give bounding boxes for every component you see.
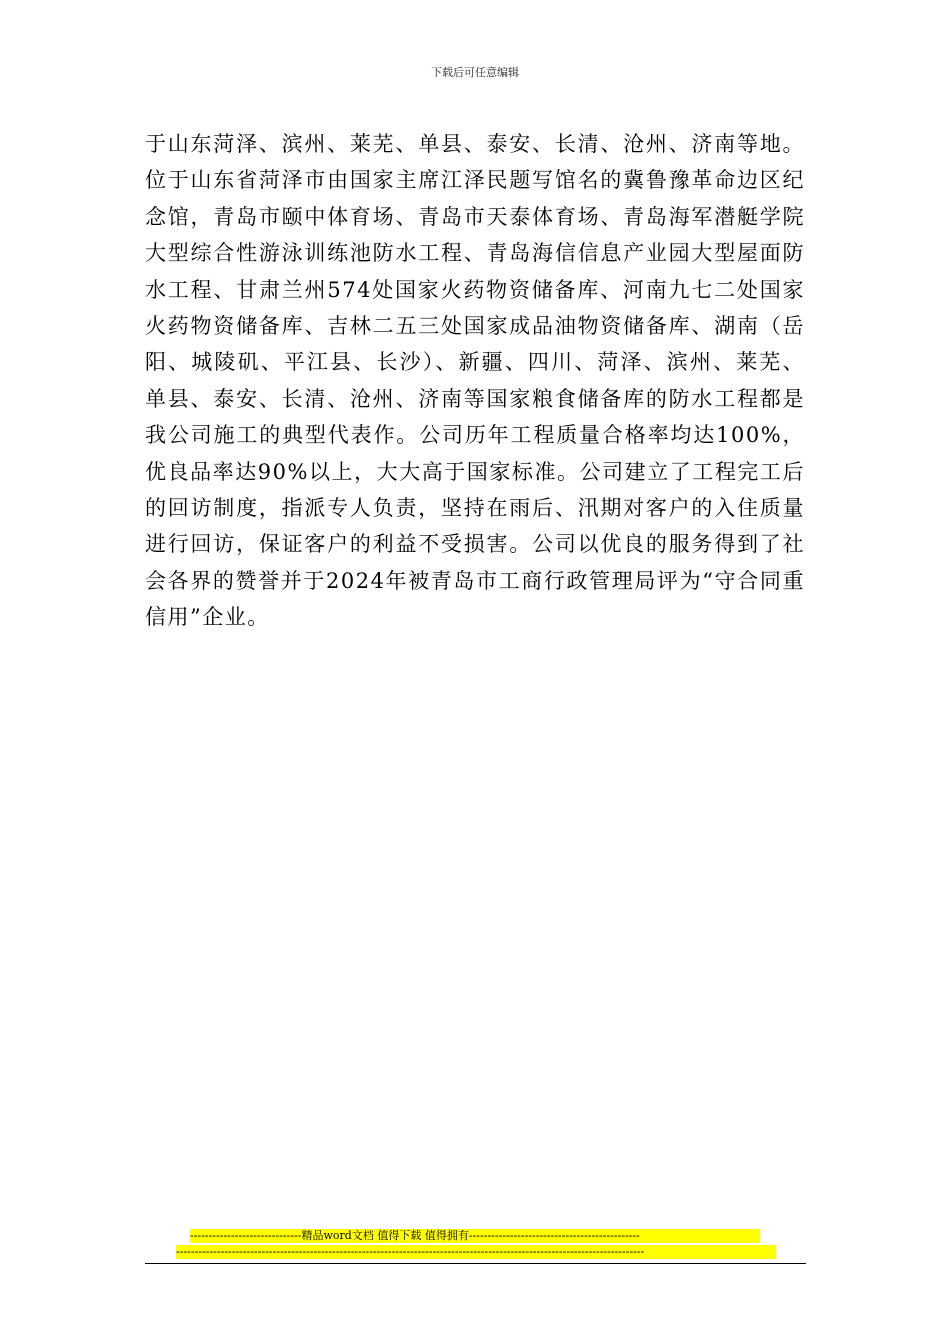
footer-banner-dashes: ------------------------------------------------------------------------------------------------------------------------------ [176,1245,776,1259]
footer-divider [145,1263,806,1264]
footer-banner-text: ------------------------------精品word文档 值得下载 值得拥有---------------------------------------------- [190,1229,760,1243]
page-header: 下载后可任意编辑 [431,66,519,79]
body-paragraph: 于山东菏泽、滨州、莱芜、单县、泰安、长清、沧州、济南等地。位于山东省菏泽市由国家主席江泽民题写馆名的冀鲁豫革命边区纪念馆，青岛市颐中体育场、青岛市天泰体育场、青岛海军潜艇学院大型综合性游泳训练池防水工程、青岛海信信息产业园大型屋面防水工程、甘肃兰州574处国家火药物资储备库、河南九七二处国家火药物资储备库、吉林二五三处国家成品油物资储备库、湖南（岳阳、城陵矶、平江县、长沙）、新疆、四川、菏泽、滨州、莱芜、单县、泰安、长清、沧州、济南等国家粮食储备库的防水工程都是我公司施工的典型代表作。公司历年工程质量合格率均达100%，优良品率达90%以上，大大高于国家标准。公司建立了工程完工后的回访制度，指派专人负责，坚持在雨后、汛期对客户的入住质量进行回访，保证客户的利益不受损害。公司以优良的服务得到了社会各界的赞誉并于2024年被青岛市工商行政管理局评为“守合同重信用”企业。 [145,132,805,630]
